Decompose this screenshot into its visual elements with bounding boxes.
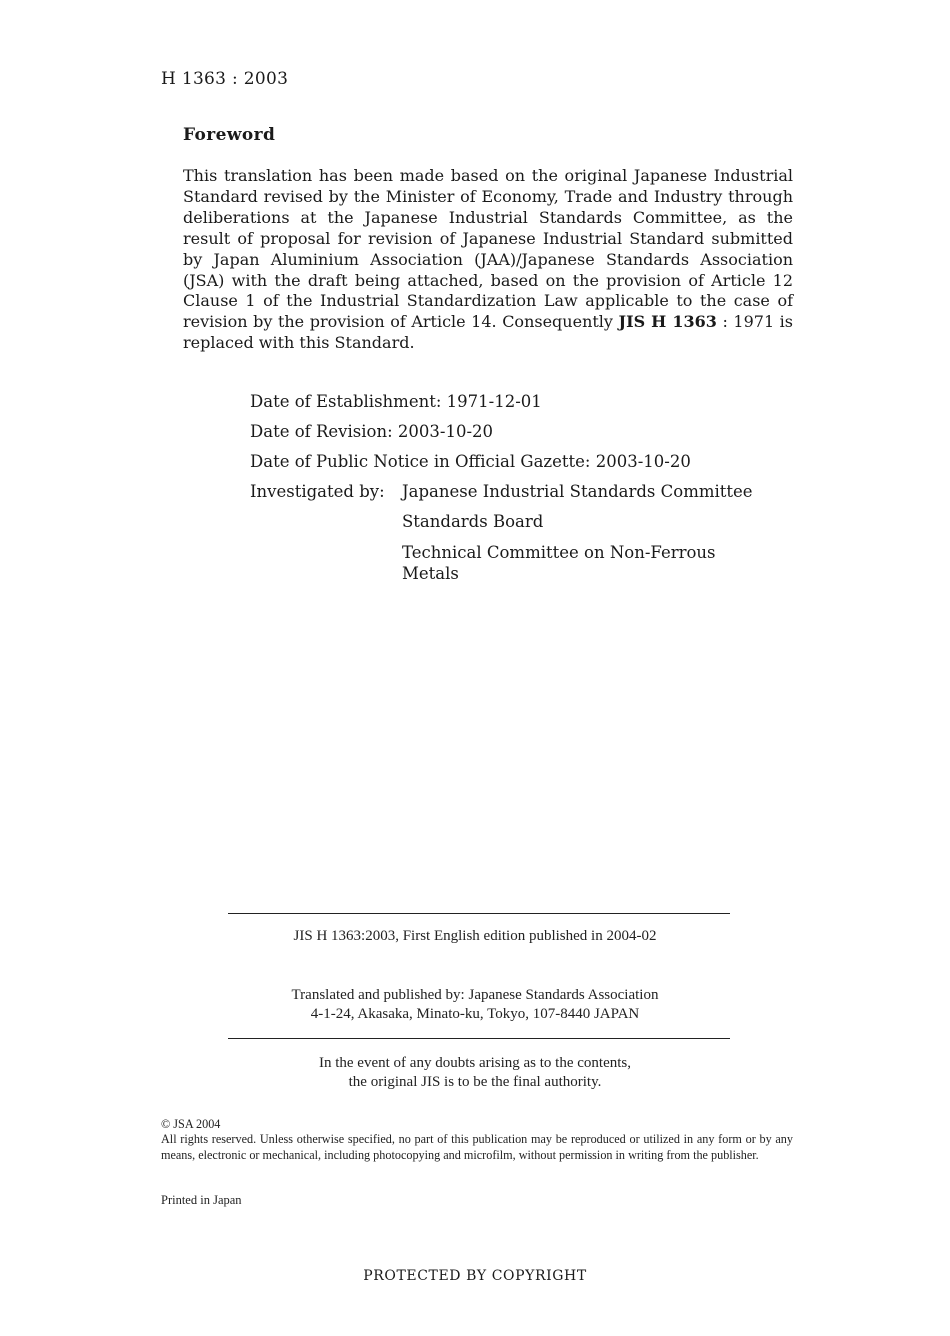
replaced-standard-id: JIS H 1363 — [618, 312, 717, 332]
gazette-value: 2003-10-20 — [595, 452, 691, 471]
doubts-line-2: the original JIS is to be the final authority. — [348, 1074, 602, 1090]
gazette-label: Date of Public Notice in Official Gazette: — [250, 452, 591, 471]
bottom-divider — [228, 1038, 730, 1039]
dates-section — [250, 392, 753, 584]
investigated-item: Japanese Industrial Standards Committee — [402, 482, 753, 501]
foreword-body — [183, 166, 793, 354]
edition-line: JIS H 1363:2003, First English edition published in 2004-02 — [293, 928, 657, 944]
foreword-title: Foreword — [183, 125, 276, 145]
investigated-list — [402, 482, 753, 584]
establishment-label: Date of Establishment: — [250, 392, 442, 411]
investigated-item: Technical Committee on Non-Ferrous Metals — [402, 543, 716, 583]
gazette-row — [250, 452, 753, 482]
printed-in: Printed in Japan — [161, 1193, 242, 1207]
foreword-text-part1: This translation has been made based on the original Japanese Industrial Standard revised by the Minister of Economy, Trade and Industry through deliberations at the Japanese Industrial Standards Committee, as the result of proposal for revision of Japanese Industrial Standard submitted by Japan Aluminium Association (JAA)/Japanese Standards Association (JSA) with the draft being attached, based on the provision of Article 12 Clause 1 of the Industrial Standardization Law applicable to the case of revision by the provision of Article 14. Consequently — [183, 166, 793, 332]
investigated-row — [250, 482, 753, 584]
address-line: 4-1-24, Akasaka, Minato-ku, Tokyo, 107-8440 JAPAN — [310, 1006, 640, 1022]
establishment-row — [250, 392, 753, 422]
revision-value: 2003-10-20 — [397, 422, 494, 441]
revision-row — [250, 422, 753, 452]
investigated-item: Standards Board — [402, 512, 544, 531]
copyright-notice: © JSA 2004 — [161, 1117, 221, 1131]
protected-by-copyright: PROTECTED BY COPYRIGHT — [363, 1268, 587, 1284]
foreword-text-part2: : 1971 is replaced with this Standard. — [183, 312, 794, 353]
doubts-line-1: In the event of any doubts arising as to the contents, — [318, 1055, 631, 1071]
top-divider — [228, 913, 730, 914]
document-id: H 1363 : 2003 — [161, 69, 289, 89]
revision-label: Date of Revision: — [250, 422, 393, 441]
investigated-label: Investigated by: — [250, 482, 385, 501]
publisher-line: Translated and published by: Japanese Standards Association — [291, 987, 659, 1003]
rights-text: All rights reserved. Unless otherwise specified, no part of this publication may be reproduced or utilized in any form or by any means, electronic or mechanical, including photocopying and microfilm, without permission in writing from the publisher. — [161, 1132, 793, 1162]
copyright-block — [161, 1117, 793, 1163]
establishment-value: 1971-12-01 — [446, 392, 542, 411]
